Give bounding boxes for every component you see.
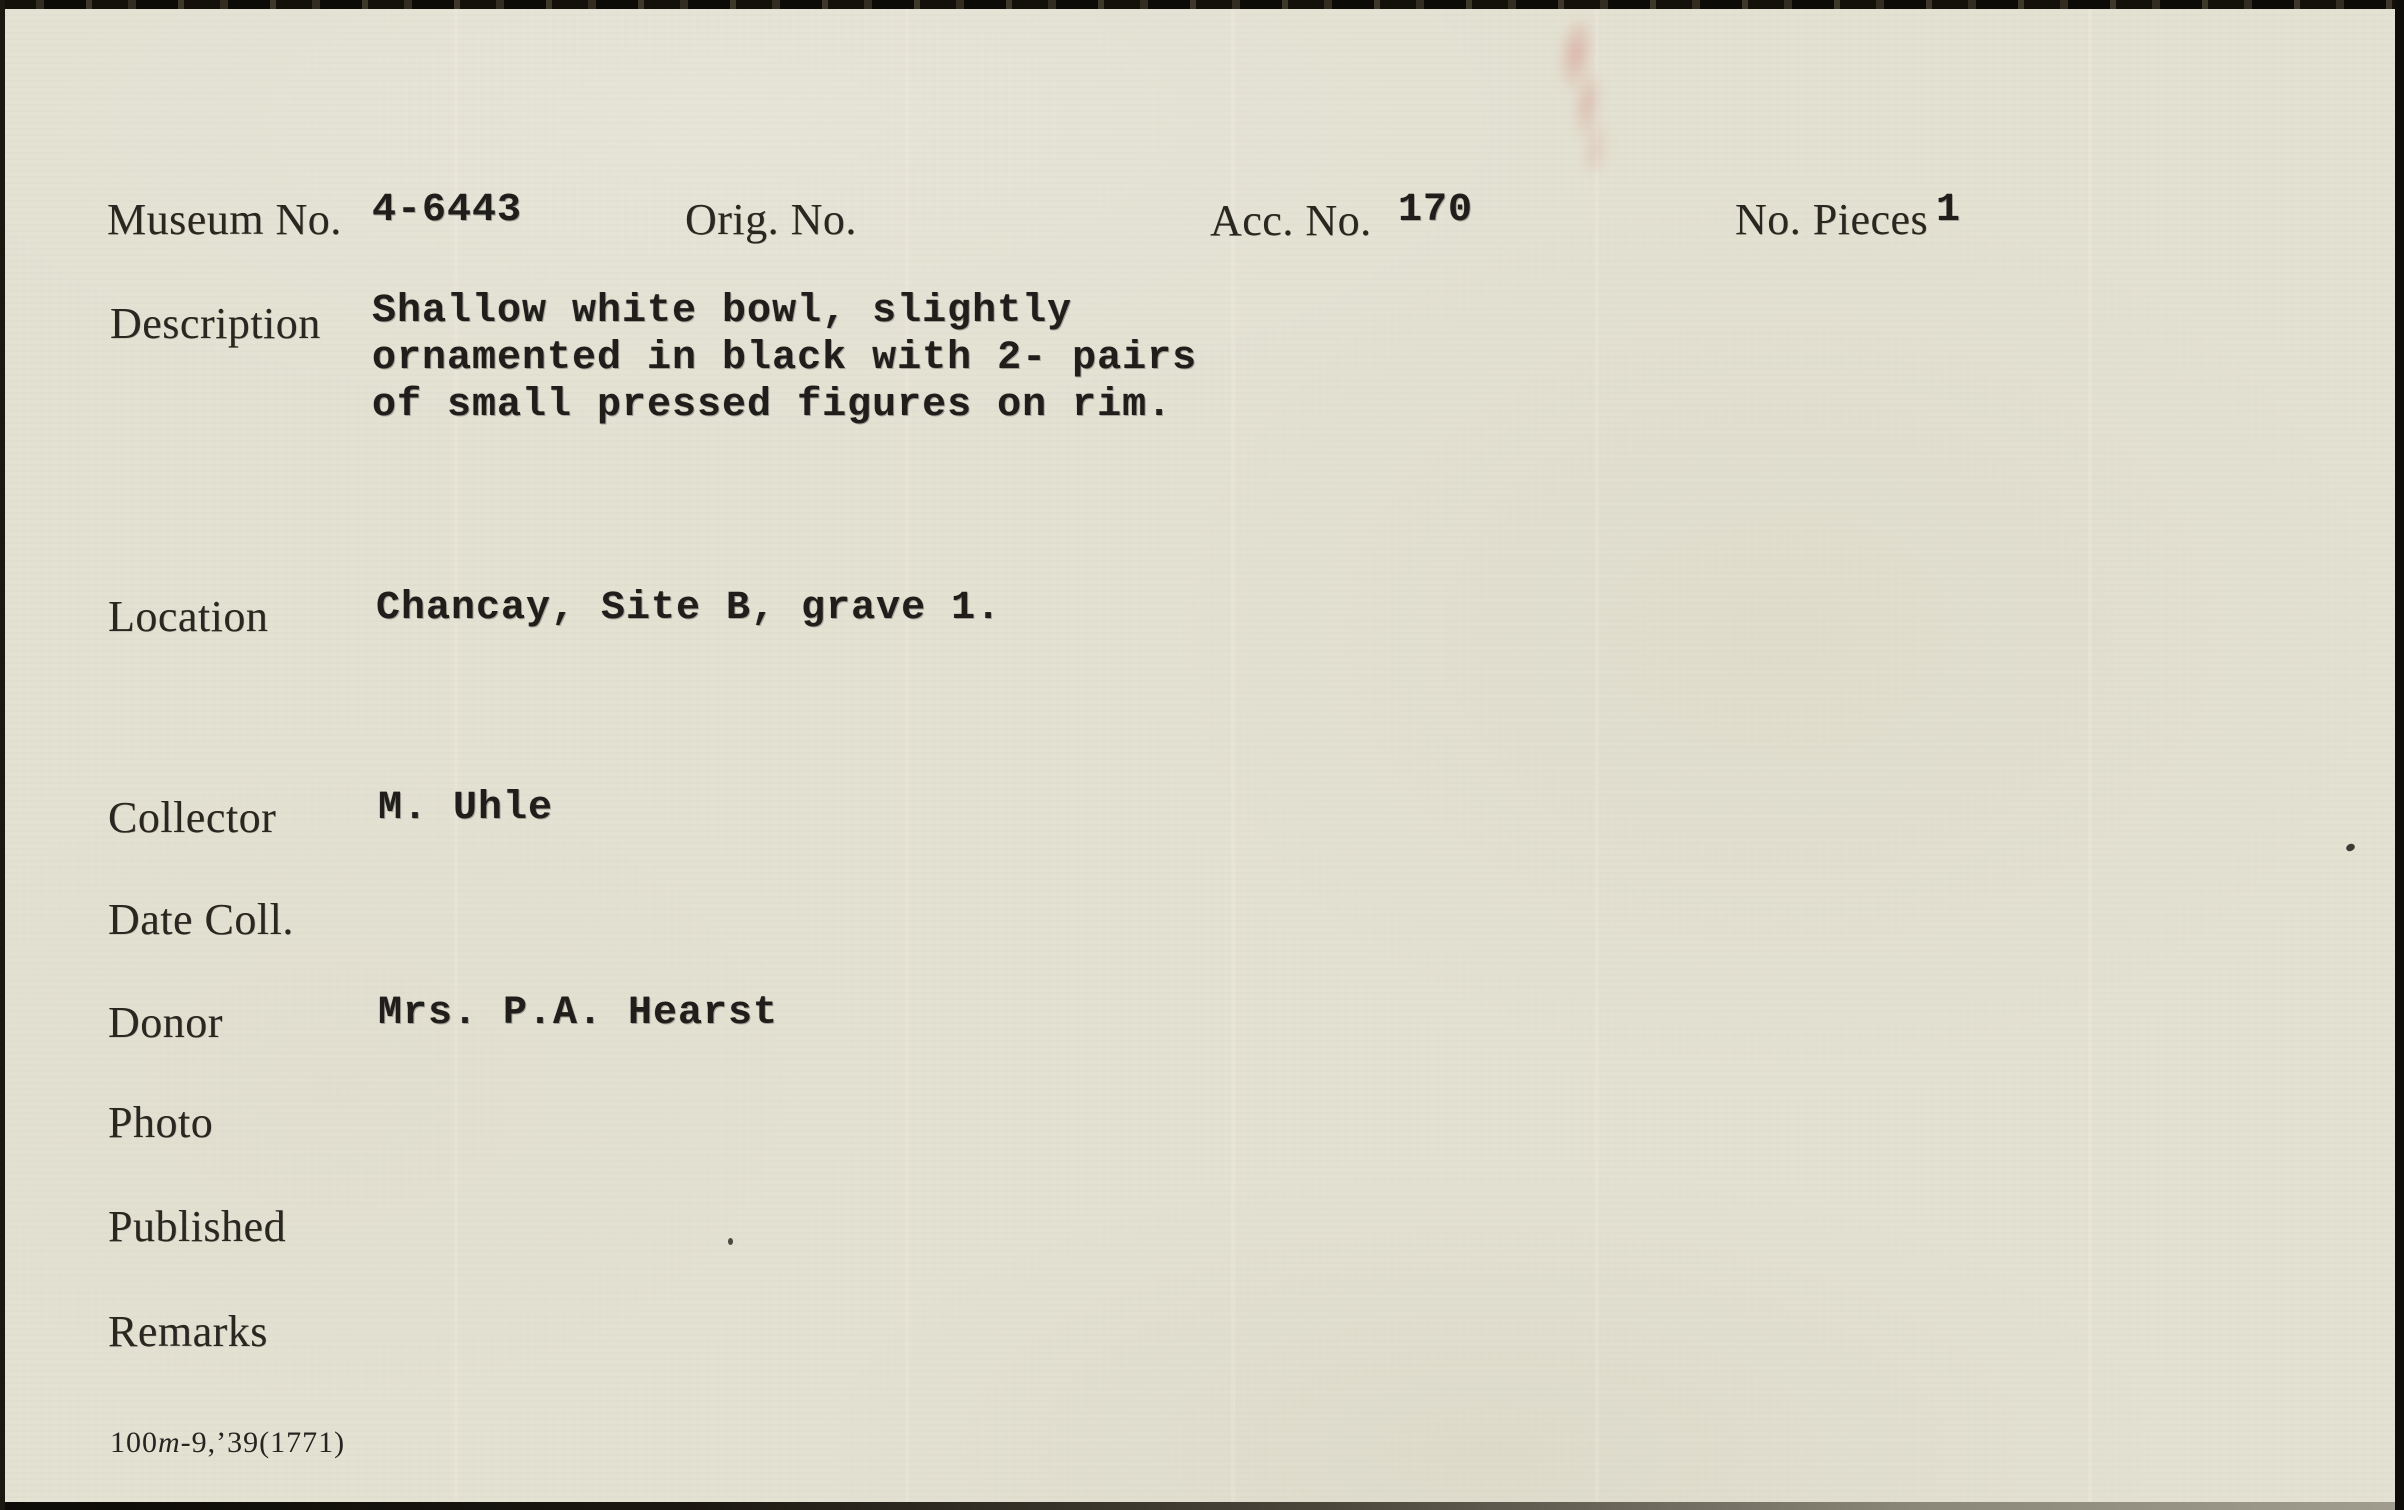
print-code-m: m: [158, 1426, 181, 1459]
photo-label: Photo: [108, 1098, 214, 1147]
ink-speck: [2345, 842, 2356, 852]
print-code-pre: 100: [110, 1426, 158, 1459]
no-pieces-label: No. Pieces: [1735, 195, 1929, 244]
scanner-streak: [2088, 0, 2092, 1510]
location-value: Chancay, Site B, grave 1.: [376, 586, 1002, 631]
collector-value: M. Uhle: [378, 786, 554, 831]
scan-edge-right: [2395, 0, 2404, 1510]
scan-edge-top: [0, 0, 2404, 9]
scan-edge-bottom: [0, 1502, 2404, 1510]
print-code: [110, 1428, 345, 1458]
no-pieces-value: 1: [1936, 188, 1962, 233]
scan-edge-left: [0, 0, 5, 1510]
scanner-streak: [1595, 0, 1599, 1510]
description-value: [372, 288, 1197, 429]
description-line-2: ornamented in black with 2- pairs: [372, 336, 1198, 381]
museum-no-label: Museum No.: [107, 195, 342, 244]
collector-label: Collector: [108, 793, 277, 842]
pink-ink-smudge: [1528, 16, 1640, 175]
donor-value: Mrs. P.A. Hearst: [378, 991, 779, 1036]
donor-label: Donor: [108, 998, 223, 1047]
location-label: Location: [108, 592, 269, 641]
description-line-1: Shallow white bowl, slightly: [372, 289, 1073, 334]
scanner-streak: [905, 0, 909, 1510]
acc-no-label: Acc. No.: [1210, 196, 1372, 245]
remarks-label: Remarks: [108, 1307, 268, 1356]
ink-speck: [728, 1238, 733, 1245]
date-coll-label: Date Coll.: [108, 895, 294, 944]
published-label: Published: [108, 1202, 287, 1251]
description-line-3: of small pressed figures on rim.: [372, 383, 1173, 428]
orig-no-label: Orig. No.: [685, 195, 857, 244]
museum-no-value: 4-6443: [372, 188, 523, 233]
print-code-post: -9,’39(1771): [180, 1426, 346, 1459]
acc-no-value: 170: [1398, 188, 1474, 233]
description-label: Description: [110, 299, 321, 348]
